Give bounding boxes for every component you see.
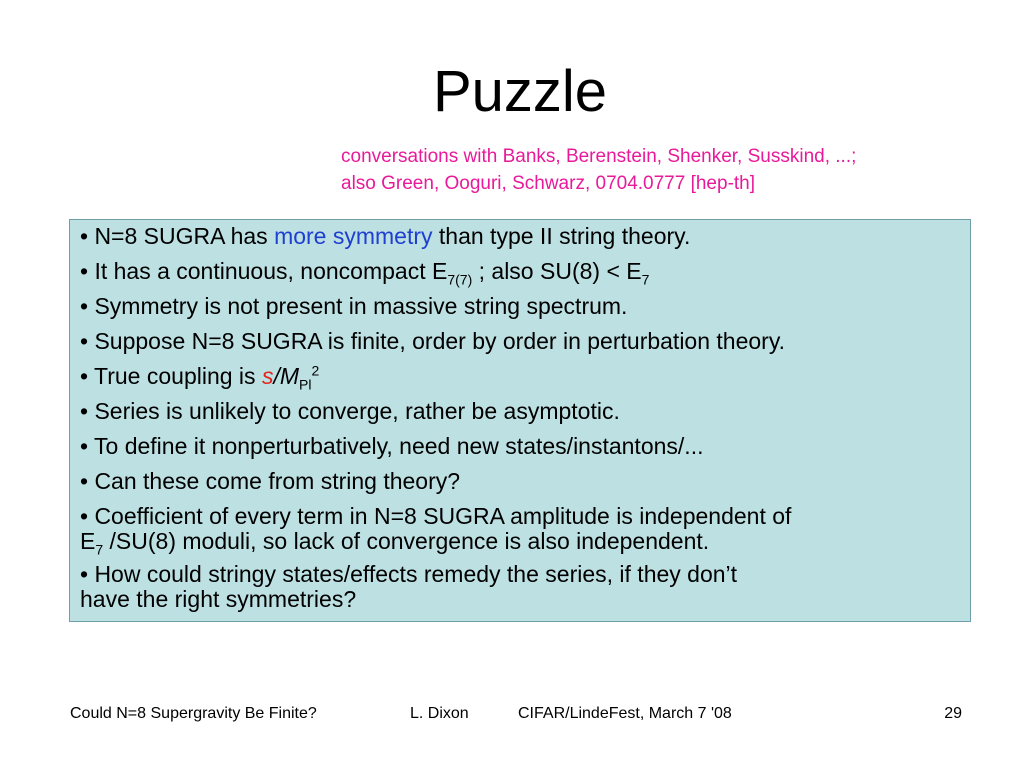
bullet-9-E: E <box>80 528 96 554</box>
bullet-9-line-2 <box>80 528 960 558</box>
bullet-2-subscript: 7(7) <box>447 271 473 288</box>
bullet-2 <box>80 258 960 288</box>
credit-line-1: conversations with Banks, Berenstein, Shenker, Susskind, ...; <box>341 146 857 167</box>
footer-talk-title: Could N=8 Supergravity Be Finite? <box>70 705 317 722</box>
coupling-M: M <box>279 363 299 389</box>
bullet-9 <box>80 503 960 558</box>
footer-author: L. Dixon <box>410 705 469 722</box>
bullet-6: • Series is unlikely to converge, rather be asymptotic. <box>80 398 620 424</box>
bullet-5 <box>80 362 960 393</box>
bullet-9-subscript: 7 <box>95 541 104 558</box>
bullet-1-text: • N=8 SUGRA has <box>80 223 275 249</box>
bullet-9-line-1: • Coefficient of every term in N=8 SUGRA amplitude is independent of <box>80 503 792 529</box>
footer-venue: CIFAR/LindeFest, March 7 '08 <box>518 705 732 722</box>
bullet-1-highlight: more symmetry <box>274 223 433 249</box>
bullet-9-rest: /SU(8) moduli, so lack of convergence is also independent. <box>103 528 710 554</box>
coupling-slash: / <box>273 363 280 389</box>
bullet-2-mid: ; also SU(8) < E <box>472 258 642 284</box>
bullet-1-tail: than type II string theory. <box>432 223 691 249</box>
coupling-subscript: Pl <box>299 376 312 393</box>
bullet-7: • To define it nonperturbatively, need new states/instantons/... <box>80 433 704 459</box>
bullet-5-text: • True coupling is <box>80 363 262 389</box>
coupling-superscript: 2 <box>311 362 320 379</box>
slide-title: Puzzle <box>432 59 608 124</box>
bullet-8: • Can these come from string theory? <box>80 468 461 494</box>
credit-line-2: also Green, Ooguri, Schwarz, 0704.0777 [hep-th] <box>341 173 756 194</box>
footer-page-number: 29 <box>944 705 962 722</box>
bullet-2-subscript-2: 7 <box>641 271 650 288</box>
coupling-s: s <box>261 363 274 389</box>
bullet-4: • Suppose N=8 SUGRA is finite, order by order in perturbation theory. <box>80 328 786 354</box>
bullet-3: • Symmetry is not present in massive string spectrum. <box>80 293 628 319</box>
bullet-10-line-1: • How could stringy states/effects remedy the series, if they don’t <box>80 561 738 587</box>
credit-note <box>341 143 1001 197</box>
bullet-1 <box>80 224 960 249</box>
bullet-box <box>69 219 971 622</box>
bullet-10 <box>80 562 960 612</box>
bullet-2-text: • It has a continuous, noncompact E <box>80 258 448 284</box>
bullet-10-line-2: have the right symmetries? <box>80 586 357 612</box>
